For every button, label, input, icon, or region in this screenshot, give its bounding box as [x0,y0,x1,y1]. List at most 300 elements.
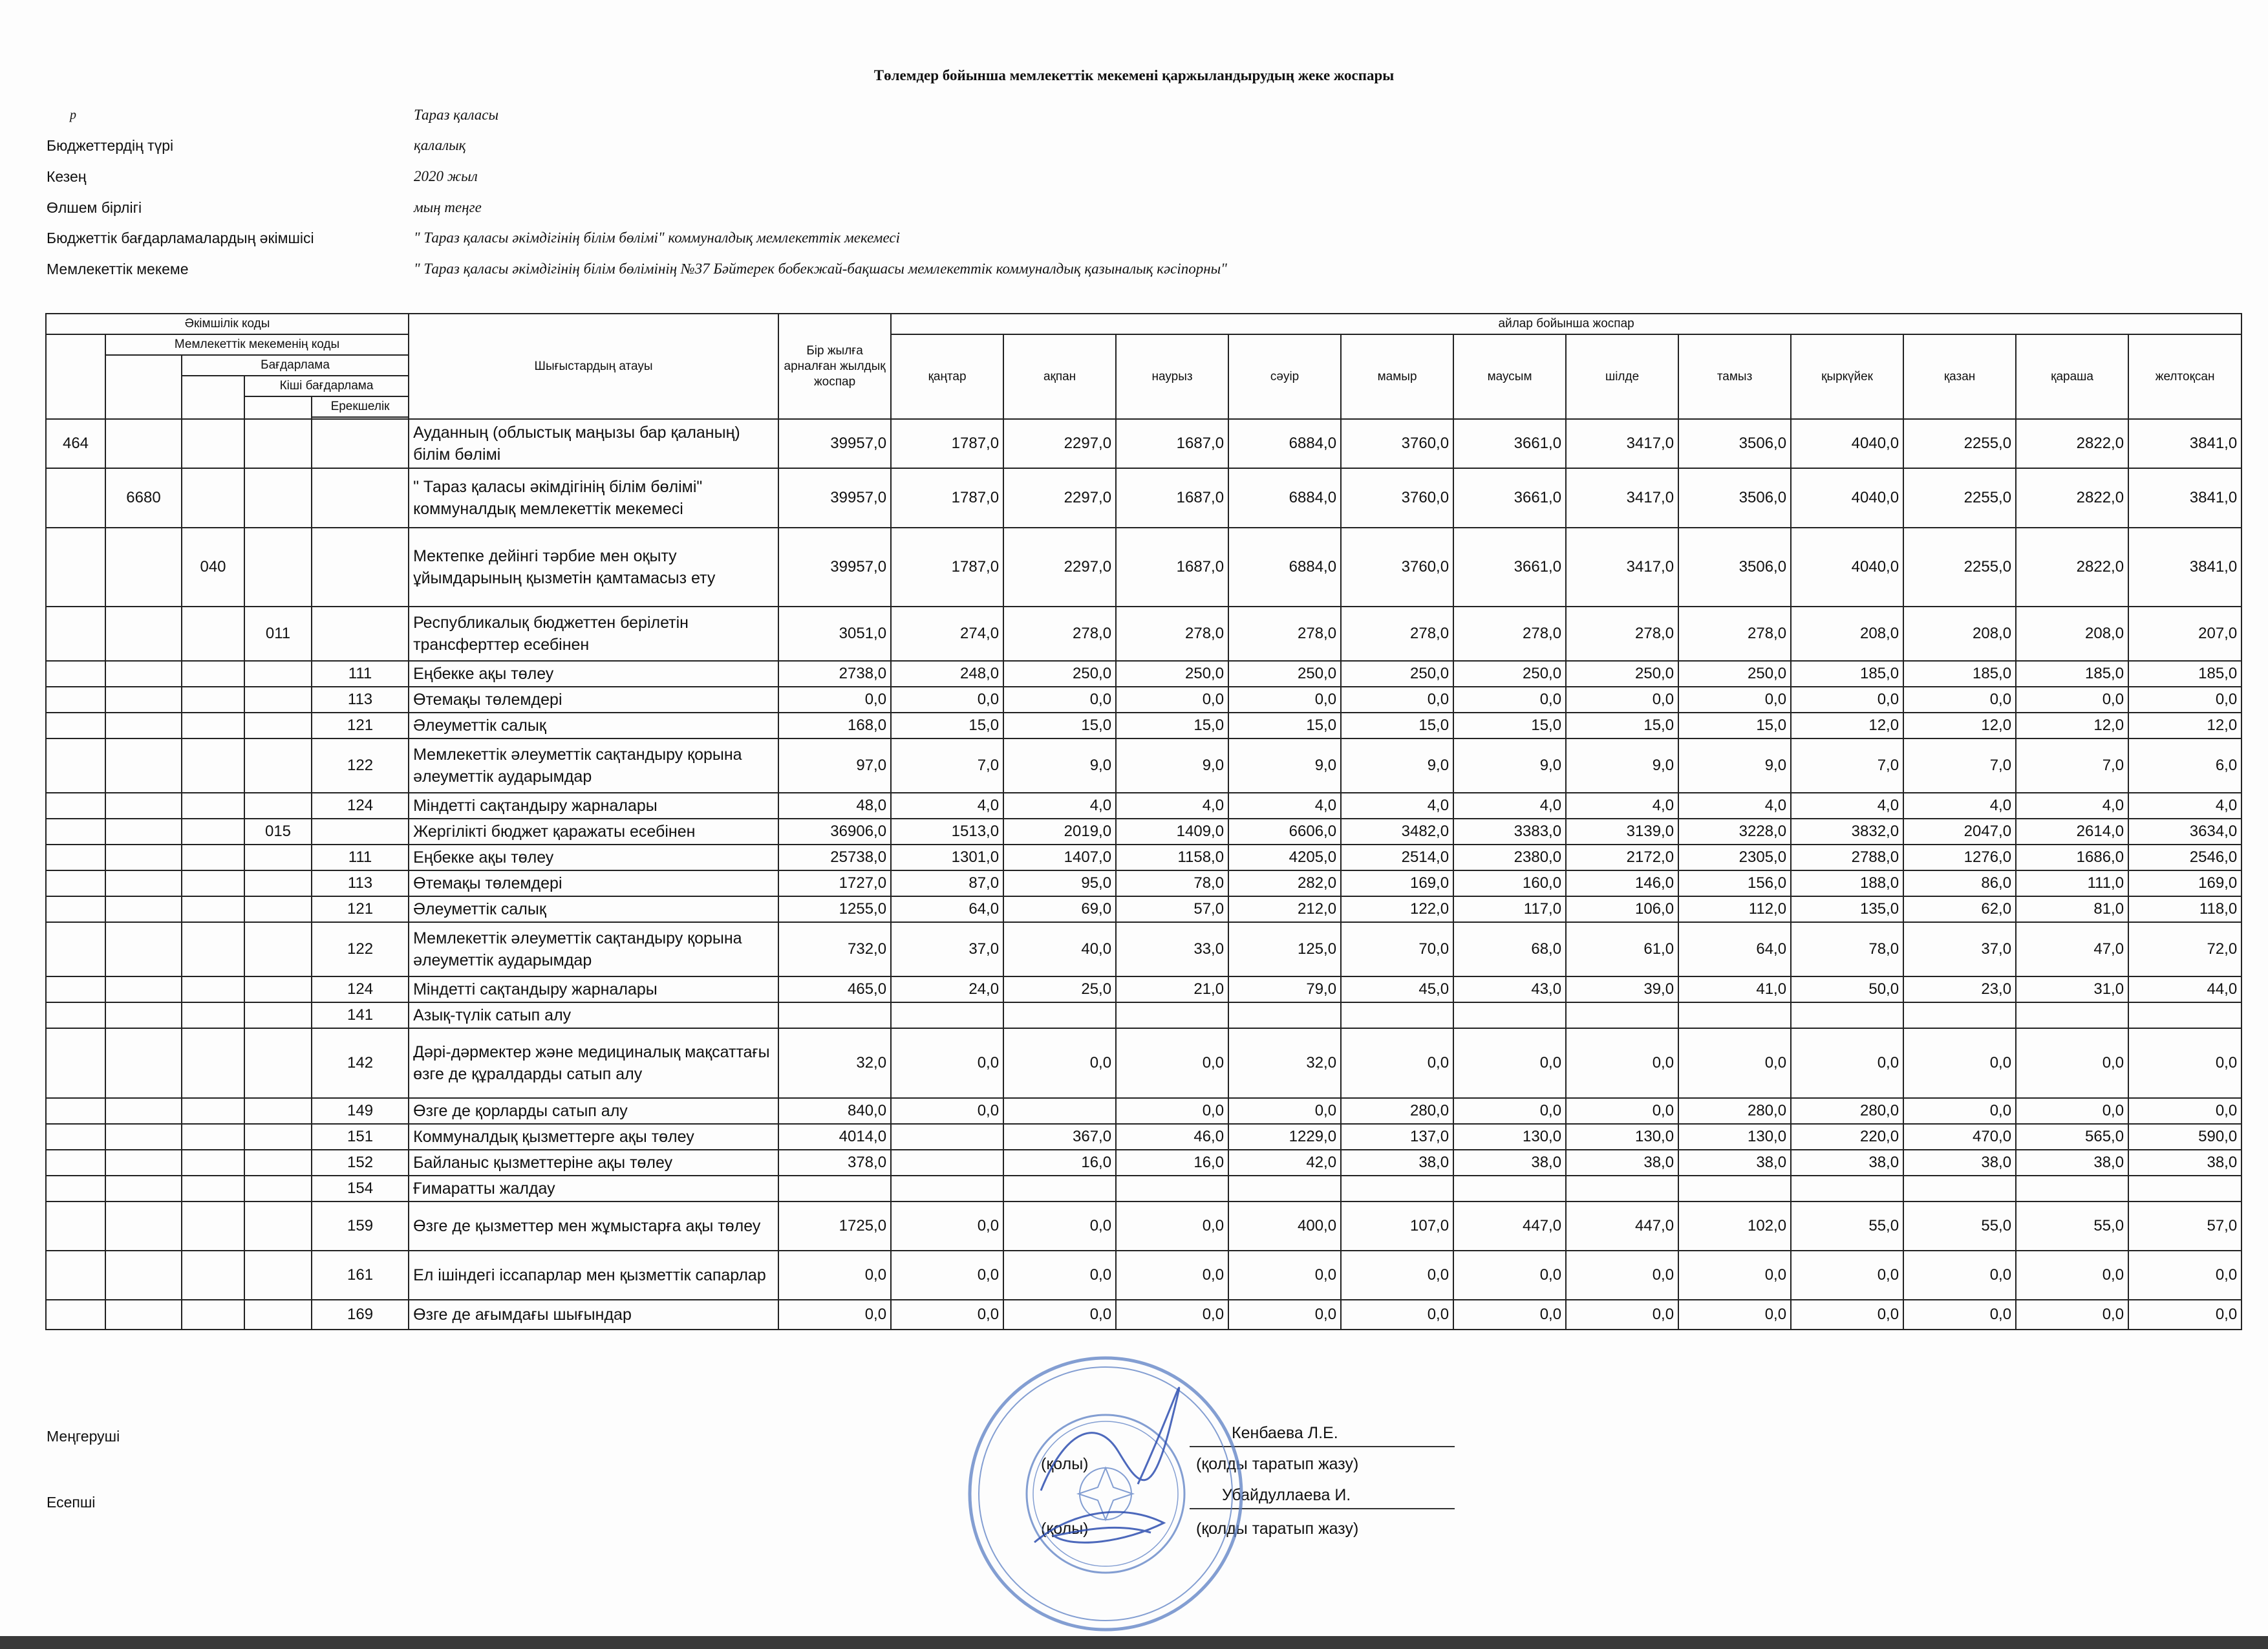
code-cell-c2 [105,738,182,793]
month-value-cell: 72,0 [2128,922,2241,976]
annual-total-cell: 39957,0 [778,468,891,528]
month-value-cell: 0,0 [1566,1251,1678,1300]
expense-name-cell: Еңбекке ақы төлеу [409,845,778,870]
month-value-cell: 107,0 [1341,1202,1453,1251]
table-row [46,1150,2241,1176]
month-value-cell: 0,0 [1453,687,1566,713]
month-header: мамыр [1341,334,1453,419]
code-cell-c5: 124 [312,793,409,819]
month-value-cell: 250,0 [1453,661,1566,687]
month-value-cell: 0,0 [1228,1251,1341,1300]
scan-edge [0,1636,2268,1649]
table-row [46,738,2241,793]
month-value-cell: 0,0 [1566,1300,1678,1330]
month-value-cell: 31,0 [2016,976,2128,1002]
month-value-cell: 55,0 [2016,1202,2128,1251]
month-value-cell [2016,1176,2128,1202]
month-value-cell: 0,0 [1453,1251,1566,1300]
month-value-cell: 37,0 [891,922,1003,976]
month-value-cell: 3841,0 [2128,528,2241,607]
table-row [46,1300,2241,1330]
month-value-cell: 44,0 [2128,976,2241,1002]
code-cell-c2 [105,896,182,922]
month-header: наурыз [1116,334,1228,419]
code-cell-c3 [182,713,244,738]
month-value-cell: 2788,0 [1791,845,1903,870]
annual-total-cell: 48,0 [778,793,891,819]
code-cell-c1 [46,1300,105,1330]
code-cell-c5: 122 [312,738,409,793]
code-cell-c1 [46,1150,105,1176]
month-value-cell: 3661,0 [1453,528,1566,607]
month-value-cell: 207,0 [2128,607,2241,661]
month-value-cell: 7,0 [891,738,1003,793]
month-value-cell: 0,0 [2128,687,2241,713]
month-value-cell: 4,0 [891,793,1003,819]
annual-total-cell: 378,0 [778,1150,891,1176]
header-admin-code: Әкімшілік коды [46,314,409,334]
month-value-cell: 4,0 [1453,793,1566,819]
financing-plan-table [45,313,2242,1330]
meta-value-unit: мың теңге [414,199,482,215]
table-row [46,976,2241,1002]
month-value-cell: 7,0 [2016,738,2128,793]
code-cell-c1 [46,1002,105,1028]
month-value-cell: 4,0 [1341,793,1453,819]
code-cell-c5 [312,819,409,845]
code-cell-c3 [182,1098,244,1124]
month-value-cell: 0,0 [2016,1028,2128,1098]
table-row [46,1028,2241,1098]
code-cell-c2 [105,1300,182,1330]
month-value-cell: 0,0 [1791,1300,1903,1330]
month-value-cell: 278,0 [1341,607,1453,661]
month-value-cell: 2047,0 [1903,819,2016,845]
annual-total-cell: 39957,0 [778,528,891,607]
code-cell-c5: 124 [312,976,409,1002]
month-value-cell: 4040,0 [1791,528,1903,607]
head-name-caption: (қолды таратып жазу) [1196,1455,1359,1473]
month-value-cell [891,1124,1003,1150]
month-value-cell: 0,0 [1228,1300,1341,1330]
month-value-cell: 6884,0 [1228,419,1341,468]
code-cell-c1 [46,1202,105,1251]
accountant-name: Убайдуллаева И. [1222,1486,1351,1504]
month-value-cell: 21,0 [1116,976,1228,1002]
month-value-cell: 2546,0 [2128,845,2241,870]
month-value-cell: 0,0 [1116,1028,1228,1098]
month-value-cell: 3417,0 [1566,528,1678,607]
month-value-cell [1903,1002,2016,1028]
code-cell-c4 [244,687,312,713]
month-value-cell: 1407,0 [1003,845,1116,870]
month-value-cell: 3760,0 [1341,528,1453,607]
month-value-cell: 39,0 [1566,976,1678,1002]
month-value-cell: 0,0 [2016,1098,2128,1124]
month-value-cell: 25,0 [1003,976,1116,1002]
month-value-cell: 9,0 [1678,738,1791,793]
month-value-cell: 55,0 [1903,1202,2016,1251]
month-value-cell: 278,0 [1116,607,1228,661]
month-value-cell: 130,0 [1678,1124,1791,1150]
meta-label-period: Кезең [47,168,87,185]
code-cell-c4 [244,1028,312,1098]
month-value-cell: 7,0 [1903,738,2016,793]
month-value-cell: 0,0 [1678,1300,1791,1330]
header-program: Бағдарлама [182,355,409,376]
header-expense-name: Шығыстардың атауы [409,314,778,419]
month-header: қыркүйек [1791,334,1903,419]
code-cell-c1 [46,896,105,922]
code-cell-c2 [105,1028,182,1098]
meta-label-unit: Өлшем бірлігі [47,199,142,216]
table-row [46,1098,2241,1124]
month-value-cell [1566,1002,1678,1028]
code-cell-c1 [46,468,105,528]
code-cell-c2 [105,870,182,896]
month-value-cell: 57,0 [1116,896,1228,922]
month-value-cell: 4,0 [1003,793,1116,819]
month-value-cell [2016,1002,2128,1028]
month-value-cell: 0,0 [1903,1251,2016,1300]
month-value-cell: 9,0 [1566,738,1678,793]
month-value-cell: 9,0 [1453,738,1566,793]
annual-total-cell: 732,0 [778,922,891,976]
month-header: маусым [1453,334,1566,419]
month-value-cell: 125,0 [1228,922,1341,976]
month-value-cell: 185,0 [2016,661,2128,687]
month-value-cell: 208,0 [1903,607,2016,661]
table-row [46,1124,2241,1150]
expense-name-cell: Байланыс қызметтеріне ақы төлеу [409,1150,778,1176]
code-cell-c4: 011 [244,607,312,661]
table-row [46,845,2241,870]
month-value-cell: 38,0 [1453,1150,1566,1176]
table-row [46,607,2241,661]
expense-name-cell: Коммуналдық қызметтерге ақы төлеу [409,1124,778,1150]
month-value-cell: 12,0 [1791,713,1903,738]
code-cell-c3 [182,661,244,687]
month-value-cell: 6884,0 [1228,468,1341,528]
table-row [46,661,2241,687]
month-value-cell: 15,0 [1228,713,1341,738]
month-value-cell: 0,0 [1116,687,1228,713]
month-value-cell [891,1176,1003,1202]
month-value-cell: 146,0 [1566,870,1678,896]
month-value-cell: 23,0 [1903,976,2016,1002]
month-value-cell: 16,0 [1003,1150,1116,1176]
head-label: Меңгеруші [47,1428,120,1445]
month-value-cell: 12,0 [2128,713,2241,738]
month-value-cell: 4,0 [2016,793,2128,819]
header-monthly-plan: айлар бойынша жоспар [891,314,2241,334]
code-cell-c5: 113 [312,687,409,713]
head-name: Кенбаева Л.Е. [1232,1424,1338,1442]
code-cell-c2 [105,976,182,1002]
month-value-cell: 38,0 [1678,1150,1791,1176]
code-cell-c4 [244,661,312,687]
month-value-cell: 45,0 [1341,976,1453,1002]
month-value-cell [1341,1176,1453,1202]
code-cell-c2 [105,607,182,661]
code-cell-c1 [46,1098,105,1124]
code-cell-c3 [182,1124,244,1150]
head-sign-caption: (қолы) [1041,1455,1089,1473]
month-value-cell: 565,0 [2016,1124,2128,1150]
code-cell-c2 [105,1124,182,1150]
code-cell-c5: 111 [312,661,409,687]
month-value-cell: 447,0 [1453,1202,1566,1251]
month-value-cell: 0,0 [1678,1028,1791,1098]
month-value-cell: 38,0 [1791,1150,1903,1176]
code-cell-c1 [46,845,105,870]
annual-total-cell [778,1176,891,1202]
month-value-cell: 0,0 [1341,1300,1453,1330]
expense-name-cell: Азық-түлік сатып алу [409,1002,778,1028]
header-annual-plan: Бір жылға арналған жылдық жоспар [778,314,891,419]
month-header: шілде [1566,334,1678,419]
table-row [46,896,2241,922]
table-row [46,468,2241,528]
month-value-cell: 0,0 [2016,1300,2128,1330]
meta-label-administrator: Бюджеттік бағдарламалардың әкімшісі [47,230,314,246]
table-row [46,713,2241,738]
month-value-cell: 95,0 [1003,870,1116,896]
month-value-cell: 250,0 [1678,661,1791,687]
month-value-cell: 0,0 [1116,1202,1228,1251]
table-row [46,419,2241,468]
meta-label-0: р [70,108,76,122]
month-value-cell: 3506,0 [1678,419,1791,468]
month-value-cell: 3482,0 [1341,819,1453,845]
expense-name-cell: Дәрі-дәрмектер және медициналық мақсаттағы өзге де құралдарды сатып алу [409,1028,778,1098]
table-row [46,922,2241,976]
code-cell-c5: 149 [312,1098,409,1124]
month-value-cell: 250,0 [1228,661,1341,687]
month-value-cell: 1276,0 [1903,845,2016,870]
code-cell-c5: 113 [312,870,409,896]
table-row [46,1176,2241,1202]
code-cell-c1 [46,819,105,845]
month-value-cell: 0,0 [1903,1098,2016,1124]
month-value-cell: 0,0 [1003,687,1116,713]
table-row [46,793,2241,819]
month-value-cell: 3417,0 [1566,419,1678,468]
expense-name-cell: Ауданның (облыстық маңызы бар қаланың) білім бөлімі [409,419,778,468]
code-cell-c3 [182,1028,244,1098]
annual-total-cell: 39957,0 [778,419,891,468]
month-value-cell: 169,0 [1341,870,1453,896]
code-cell-c5 [312,419,409,468]
code-cell-c5 [312,607,409,661]
code-cell-c3 [182,1176,244,1202]
month-value-cell: 0,0 [1003,1251,1116,1300]
annual-total-cell: 4014,0 [778,1124,891,1150]
month-value-cell: 3139,0 [1566,819,1678,845]
month-value-cell: 0,0 [2016,1251,2128,1300]
month-value-cell: 111,0 [2016,870,2128,896]
month-value-cell: 9,0 [1341,738,1453,793]
annual-total-cell: 840,0 [778,1098,891,1124]
month-value-cell: 0,0 [1791,1251,1903,1300]
annual-total-cell: 36906,0 [778,819,891,845]
month-value-cell: 37,0 [1903,922,2016,976]
month-value-cell: 0,0 [891,687,1003,713]
month-value-cell: 4040,0 [1791,419,1903,468]
code-cell-c4 [244,1098,312,1124]
code-cell-c3 [182,922,244,976]
month-value-cell [891,1150,1003,1176]
expense-name-cell: Өзге де қорларды сатып алу [409,1098,778,1124]
month-value-cell: 447,0 [1566,1202,1678,1251]
month-value-cell: 0,0 [1903,1028,2016,1098]
month-value-cell [1791,1176,1903,1202]
month-value-cell: 2172,0 [1566,845,1678,870]
month-value-cell: 0,0 [1678,1251,1791,1300]
month-value-cell: 1787,0 [891,419,1003,468]
code-cell-c4 [244,468,312,528]
month-value-cell: 7,0 [1791,738,1903,793]
month-value-cell: 0,0 [2128,1251,2241,1300]
month-value-cell: 3760,0 [1341,419,1453,468]
code-cell-c1 [46,607,105,661]
code-cell-c1 [46,1176,105,1202]
month-value-cell: 0,0 [1003,1202,1116,1251]
code-cell-c2 [105,1176,182,1202]
month-value-cell: 3228,0 [1678,819,1791,845]
month-value-cell: 160,0 [1453,870,1566,896]
month-value-cell: 9,0 [1116,738,1228,793]
month-value-cell: 1229,0 [1228,1124,1341,1150]
month-value-cell: 6884,0 [1228,528,1341,607]
code-cell-c2 [105,528,182,607]
expense-name-cell: " Тараз қаласы әкімдігінің білім бөлімі" коммуналдық мемлекеттік мекемесі [409,468,778,528]
month-value-cell: 6,0 [2128,738,2241,793]
month-value-cell: 2305,0 [1678,845,1791,870]
month-value-cell: 0,0 [2128,1028,2241,1098]
code-cell-c4 [244,1176,312,1202]
code-cell-c4 [244,1002,312,1028]
month-value-cell: 1409,0 [1116,819,1228,845]
table-row [46,819,2241,845]
month-value-cell: 169,0 [2128,870,2241,896]
month-value-cell: 15,0 [1003,713,1116,738]
month-value-cell: 250,0 [1116,661,1228,687]
month-value-cell: 81,0 [2016,896,2128,922]
month-value-cell: 2255,0 [1903,468,2016,528]
month-value-cell: 68,0 [1453,922,1566,976]
expense-name-cell: Мектепке дейінгі тәрбие мен оқыту ұйымдарының қызметін қамтамасыз ету [409,528,778,607]
official-seal [957,1348,1254,1639]
annual-total-cell: 1725,0 [778,1202,891,1251]
month-value-cell: 280,0 [1791,1098,1903,1124]
meta-label-institution: Мемлекеттік мекеме [47,261,189,277]
code-cell-c1 [46,661,105,687]
month-value-cell: 64,0 [1678,922,1791,976]
month-value-cell: 0,0 [1341,1028,1453,1098]
code-cell-c3 [182,819,244,845]
table-body [46,419,2241,1330]
header-specific: Ерекшелік [312,396,409,417]
code-cell-c2 [105,713,182,738]
month-value-cell: 185,0 [1903,661,2016,687]
code-cell-c4 [244,1251,312,1300]
month-value-cell: 2297,0 [1003,468,1116,528]
code-cell-c3 [182,793,244,819]
annual-total-cell: 1727,0 [778,870,891,896]
code-cell-c1 [46,1028,105,1098]
month-value-cell: 6606,0 [1228,819,1341,845]
month-value-cell: 1687,0 [1116,468,1228,528]
month-value-cell: 86,0 [1903,870,2016,896]
month-value-cell: 4,0 [1228,793,1341,819]
month-value-cell: 0,0 [1791,687,1903,713]
code-cell-c2 [105,922,182,976]
month-value-cell: 3634,0 [2128,819,2241,845]
annual-total-cell: 97,0 [778,738,891,793]
code-cell-c5: 142 [312,1028,409,1098]
month-value-cell [1678,1002,1791,1028]
month-value-cell: 0,0 [1791,1028,1903,1098]
code-cell-c5: 169 [312,1300,409,1330]
month-value-cell: 15,0 [891,713,1003,738]
month-value-cell: 9,0 [1228,738,1341,793]
month-value-cell: 4,0 [2128,793,2241,819]
month-value-cell: 2297,0 [1003,528,1116,607]
month-value-cell: 41,0 [1678,976,1791,1002]
month-value-cell [1228,1176,1341,1202]
code-cell-c3 [182,976,244,1002]
month-value-cell [1003,1002,1116,1028]
code-cell-c2 [105,793,182,819]
expense-name-cell: Әлеуметтік салық [409,896,778,922]
month-value-cell: 0,0 [1453,1028,1566,1098]
month-value-cell: 1513,0 [891,819,1003,845]
table-row [46,1202,2241,1251]
month-value-cell: 24,0 [891,976,1003,1002]
month-value-cell: 55,0 [1791,1202,1903,1251]
month-value-cell: 4,0 [1903,793,2016,819]
month-value-cell: 4,0 [1791,793,1903,819]
code-cell-c1 [46,1251,105,1300]
month-value-cell [1678,1176,1791,1202]
month-value-cell: 57,0 [2128,1202,2241,1251]
month-value-cell: 4,0 [1678,793,1791,819]
month-value-cell: 470,0 [1903,1124,2016,1150]
meta-label-budget-type: Бюджеттердің түрі [47,137,174,154]
month-value-cell: 130,0 [1453,1124,1566,1150]
code-cell-c3 [182,419,244,468]
code-cell-c2 [105,1098,182,1124]
expense-name-cell: Өзге де қызметтер мен жұмыстарға ақы төлеу [409,1202,778,1251]
code-cell-c3 [182,1150,244,1176]
code-cell-c3 [182,468,244,528]
code-cell-c2 [105,419,182,468]
month-value-cell: 3841,0 [2128,468,2241,528]
expense-name-cell: Республикалық бюджеттен берілетін трансферттер есебінен [409,607,778,661]
month-value-cell: 250,0 [1566,661,1678,687]
month-value-cell: 0,0 [1566,1098,1678,1124]
month-value-cell: 3383,0 [1453,819,1566,845]
expense-name-cell: Міндетті сақтандыру жарналары [409,793,778,819]
month-value-cell: 0,0 [891,1098,1003,1124]
month-value-cell: 278,0 [1566,607,1678,661]
code-cell-c5: 141 [312,1002,409,1028]
month-value-cell: 0,0 [1453,1098,1566,1124]
expense-name-cell: Өтемақы төлемдері [409,687,778,713]
month-value-cell: 2380,0 [1453,845,1566,870]
month-value-cell: 12,0 [2016,713,2128,738]
